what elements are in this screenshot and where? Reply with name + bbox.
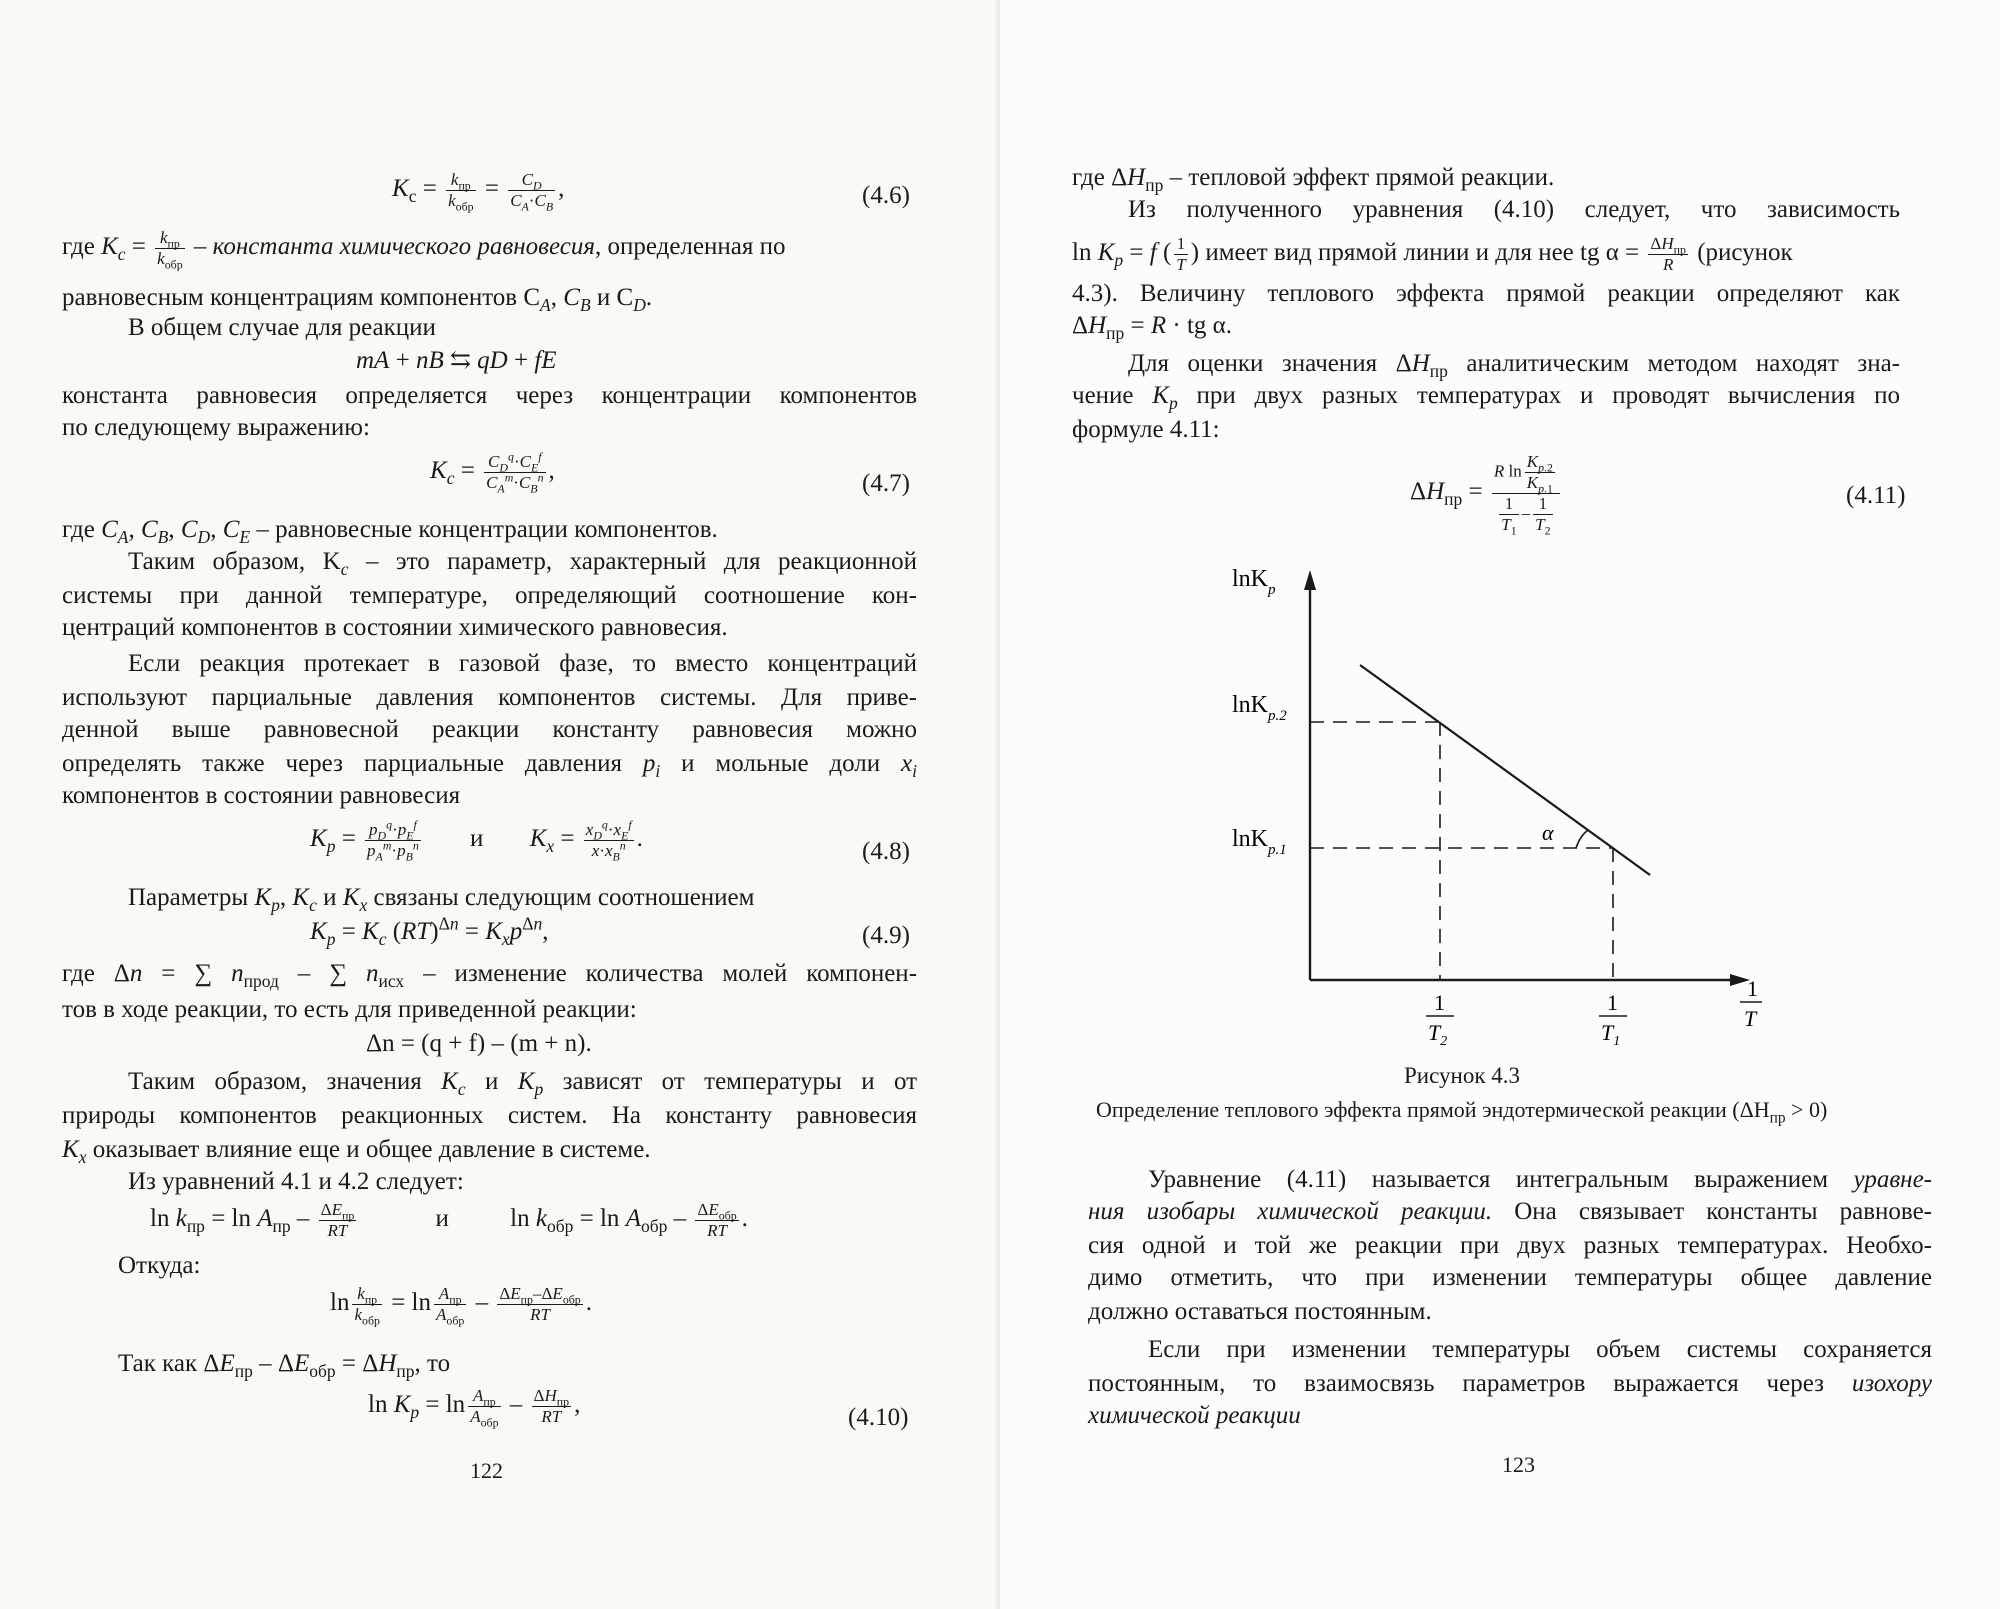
text-line: Для оценки значения $\Delta H_{пр}$ аналитическим методом находят зна- <box>1128 350 1900 381</box>
svg-text:T2: $T_2$ <box>1428 1020 1448 1049</box>
equation-4-6-number: (4.6) <box>862 182 910 209</box>
y-axis-arrow <box>1304 570 1316 590</box>
text-line: Параметры $K_p$, $K_c$ и $K_x$ связаны следующим соотношением <box>128 884 755 915</box>
equation-4-10: $\ln K_p = \ln$ $\frac{A_{пр}}{A_{обр}}$ – $\frac{\Delta H_{пр}}{RT}$ , <box>368 1386 581 1430</box>
text-line: Откуда: <box>118 1252 201 1279</box>
text-line: где $\Delta H_{пр}$ – тепловой эффект прямой реакции. <box>1072 164 1555 195</box>
text-line: Из полученного уравнения (4.10) следует, что зависимость <box>1128 196 1900 223</box>
tick-label-upper: lnK$_{p.2}$ <box>1232 692 1287 724</box>
text-line: Таким образом, значения $K_c$ и $K_p$ зависят от температуры и от <box>128 1068 918 1099</box>
text-line: где $K_c$ = $\frac{k_{пр}}{k_{обр}}$ – константа химического равновесия, определенная по <box>62 228 786 272</box>
angle-arc <box>1576 830 1588 848</box>
text-line: $\ln K_p = f$ ( $\frac{1}{T}$ ) имеет вид прямой линии и для нее tg α = $\frac{\Delta H_{пр}}{R}$ (рисунок <box>1072 234 1793 274</box>
text-line: должно оставаться постоянным. <box>1088 1298 1432 1325</box>
text-line: Из уравнений 4.1 и 4.2 следует: <box>128 1168 464 1195</box>
text-line: химической реакции <box>1088 1402 1301 1429</box>
svg-text:1: 1 <box>1607 990 1618 1015</box>
equation-4-7: $K_c$ = $\frac{C_D^q\cdot C_E^f}{C_A^m\cdot C_B^n}$ , <box>430 449 555 496</box>
figure-caption-title: Рисунок 4.3 <box>1404 1063 1520 1088</box>
text-line: чение $K_p$ при двух разных температурах и проводят вычисления по <box>1072 382 1901 413</box>
text-line: центраций компонентов в состоянии химического равновесия. <box>62 614 728 641</box>
text-line: где $C_A$, $C_B$, $C_D$, $C_E$ – равновесные концентрации компонентов. <box>62 516 718 547</box>
figure-caption-text: Определение теплового эффекта прямой эндотермической реакции $(\Delta H_{пр} > 0)$ <box>1096 1097 1828 1127</box>
text-line: Уравнение (4.11) называется интегральным выражением уравне- <box>1148 1166 1932 1193</box>
text-line: Так как $\Delta E_{пр} - \Delta E_{обр} = \Delta H_{пр}$, то <box>118 1350 451 1381</box>
page-number-left: 122 <box>470 1458 503 1483</box>
text-line: 4.3). Величину теплового эффекта прямой реакции определяют как <box>1072 280 1900 307</box>
text-line: формуле 4.11: <box>1072 416 1220 443</box>
text-line: равновесным концентрациям компонентов $C_A$, $C_B$ и $C_D$. <box>62 284 653 315</box>
equation-4-8-number: (4.8) <box>862 838 910 865</box>
angle-label: α <box>1542 820 1554 845</box>
text-line: В общем случае для реакции <box>128 314 436 341</box>
text-line: компонентов в состоянии равновесия <box>62 782 461 809</box>
text-line: $K_x$ оказывает влияние еще и общее давление в системе. <box>62 1136 651 1167</box>
text-line: $\Delta H_{пр} = R$ · tg α. <box>1072 312 1233 343</box>
text-line: определять также через парциальные давления $p_i$ и мольные доли $x_i$ <box>62 750 918 781</box>
regression-line <box>1360 665 1650 875</box>
equation-4-7-number: (4.7) <box>862 470 910 497</box>
page-number-right: 123 <box>1502 1452 1535 1477</box>
text-line: по следующему выражению: <box>62 414 370 441</box>
x-tick-1 <box>1426 990 1454 1049</box>
text-line: тов в ходе реакции, то есть для приведенной реакции: <box>62 996 637 1023</box>
figure-4-3 <box>1220 560 1780 1050</box>
equation-4-9: $K_p = K_c$ $(RT)^{\Delta n} = K_xp^{\Delta n}$, <box>310 913 549 949</box>
reaction-equation: mA + nB ⇆ qD + fE <box>356 347 557 374</box>
text-line: константа равновесия определяется через концентрации компонентов <box>62 382 917 409</box>
tick-label-lower: lnK$_{p.1}$ <box>1232 826 1287 858</box>
equation-4-11-number: (4.11) <box>1846 482 1906 509</box>
text-line: используют парциальные давления компонентов системы. Для приве- <box>62 684 917 711</box>
equation-4-6: $K_c$ = $\frac{k_{пр}}{k_{обр}}$ = $\frac{C_D}{C_A\cdot C_B}$ , <box>392 170 565 214</box>
text-line: природы компонентов реакционных систем. На константу равновесия <box>62 1102 917 1129</box>
text-line: постоянным, то взаимосвязь параметров выражается через изохору <box>1088 1370 1933 1397</box>
text-line: где Δn = ∑ $n_{прод}$ – ∑ $n_{исх}$ – изменение количества молей компонен- <box>62 960 918 991</box>
text-line: ния изобары химической реакции. Она связывает константы равнове- <box>1088 1198 1932 1225</box>
equation-4-10-number: (4.10) <box>848 1404 909 1431</box>
text-line: сия одной и той же реакции при двух разных температурах. Необхо- <box>1088 1232 1932 1259</box>
text-line: Если реакция протекает в газовой фазе, то вместо концентраций <box>128 650 917 677</box>
text-line: Если при изменении температуры объем системы сохраняется <box>1148 1336 1932 1363</box>
equation-4-9-number: (4.9) <box>862 922 910 949</box>
equation-ln-ratio: ln $\frac{k_{пр}}{k_{обр}}$ = ln $\frac{A_{пр}}{A_{обр}}$ – $\frac{\Delta E_{пр}-\Delta E_{обр}}{RT}$ . <box>330 1284 593 1328</box>
text-line: системы при данной температуре, определяющий соотношение кон- <box>62 582 917 609</box>
x-tick-2 <box>1599 990 1627 1049</box>
text-line: димо отметить, что при изменении температуры общее давление <box>1088 1264 1932 1291</box>
svg-text:T1: $T_1$ <box>1601 1020 1621 1049</box>
svg-text:1: 1 <box>1434 990 1445 1015</box>
equation-ln-k: $\ln k_{пр} = \ln A_{пр}$ – $\frac{\Delta E_{пр}}{RT}$ и $\ln k_{обр} = \ln A_{обр}$ – $\frac{\Delta E_{обр}}{RT}$ . <box>150 1200 748 1240</box>
svg-text:1: 1 <box>1747 976 1758 1001</box>
x-axis-label <box>1740 976 1762 1031</box>
equation-dn: Δn = (q + f) – (m + n). <box>366 1030 592 1057</box>
text-line: денной выше равновесной реакции константу равновесия можно <box>62 716 917 743</box>
y-axis-label: lnK$_p$ <box>1232 566 1276 598</box>
equation-4-11: $\Delta H_{пр}$ = R ln $\frac{K_{p.2}}{K_{p.1}}$ $\frac{1}{T_1}$ – $\frac{1}{T_2}$ <box>1410 452 1563 535</box>
equation-4-8: $K_p$ = $\frac{p_D^q\cdot p_E^f}{p_A^m\cdot p_B^n}$ и $K_x$ = $\frac{x_D^q\cdot x_E^f}{x\cdot x_B^n}$ . <box>310 817 643 864</box>
svg-text:T: T <box>1744 1006 1757 1031</box>
right-page <box>1000 0 2000 1609</box>
text-line: Таким образом, $K_c$ – это параметр, характерный для реакционной <box>128 548 917 579</box>
